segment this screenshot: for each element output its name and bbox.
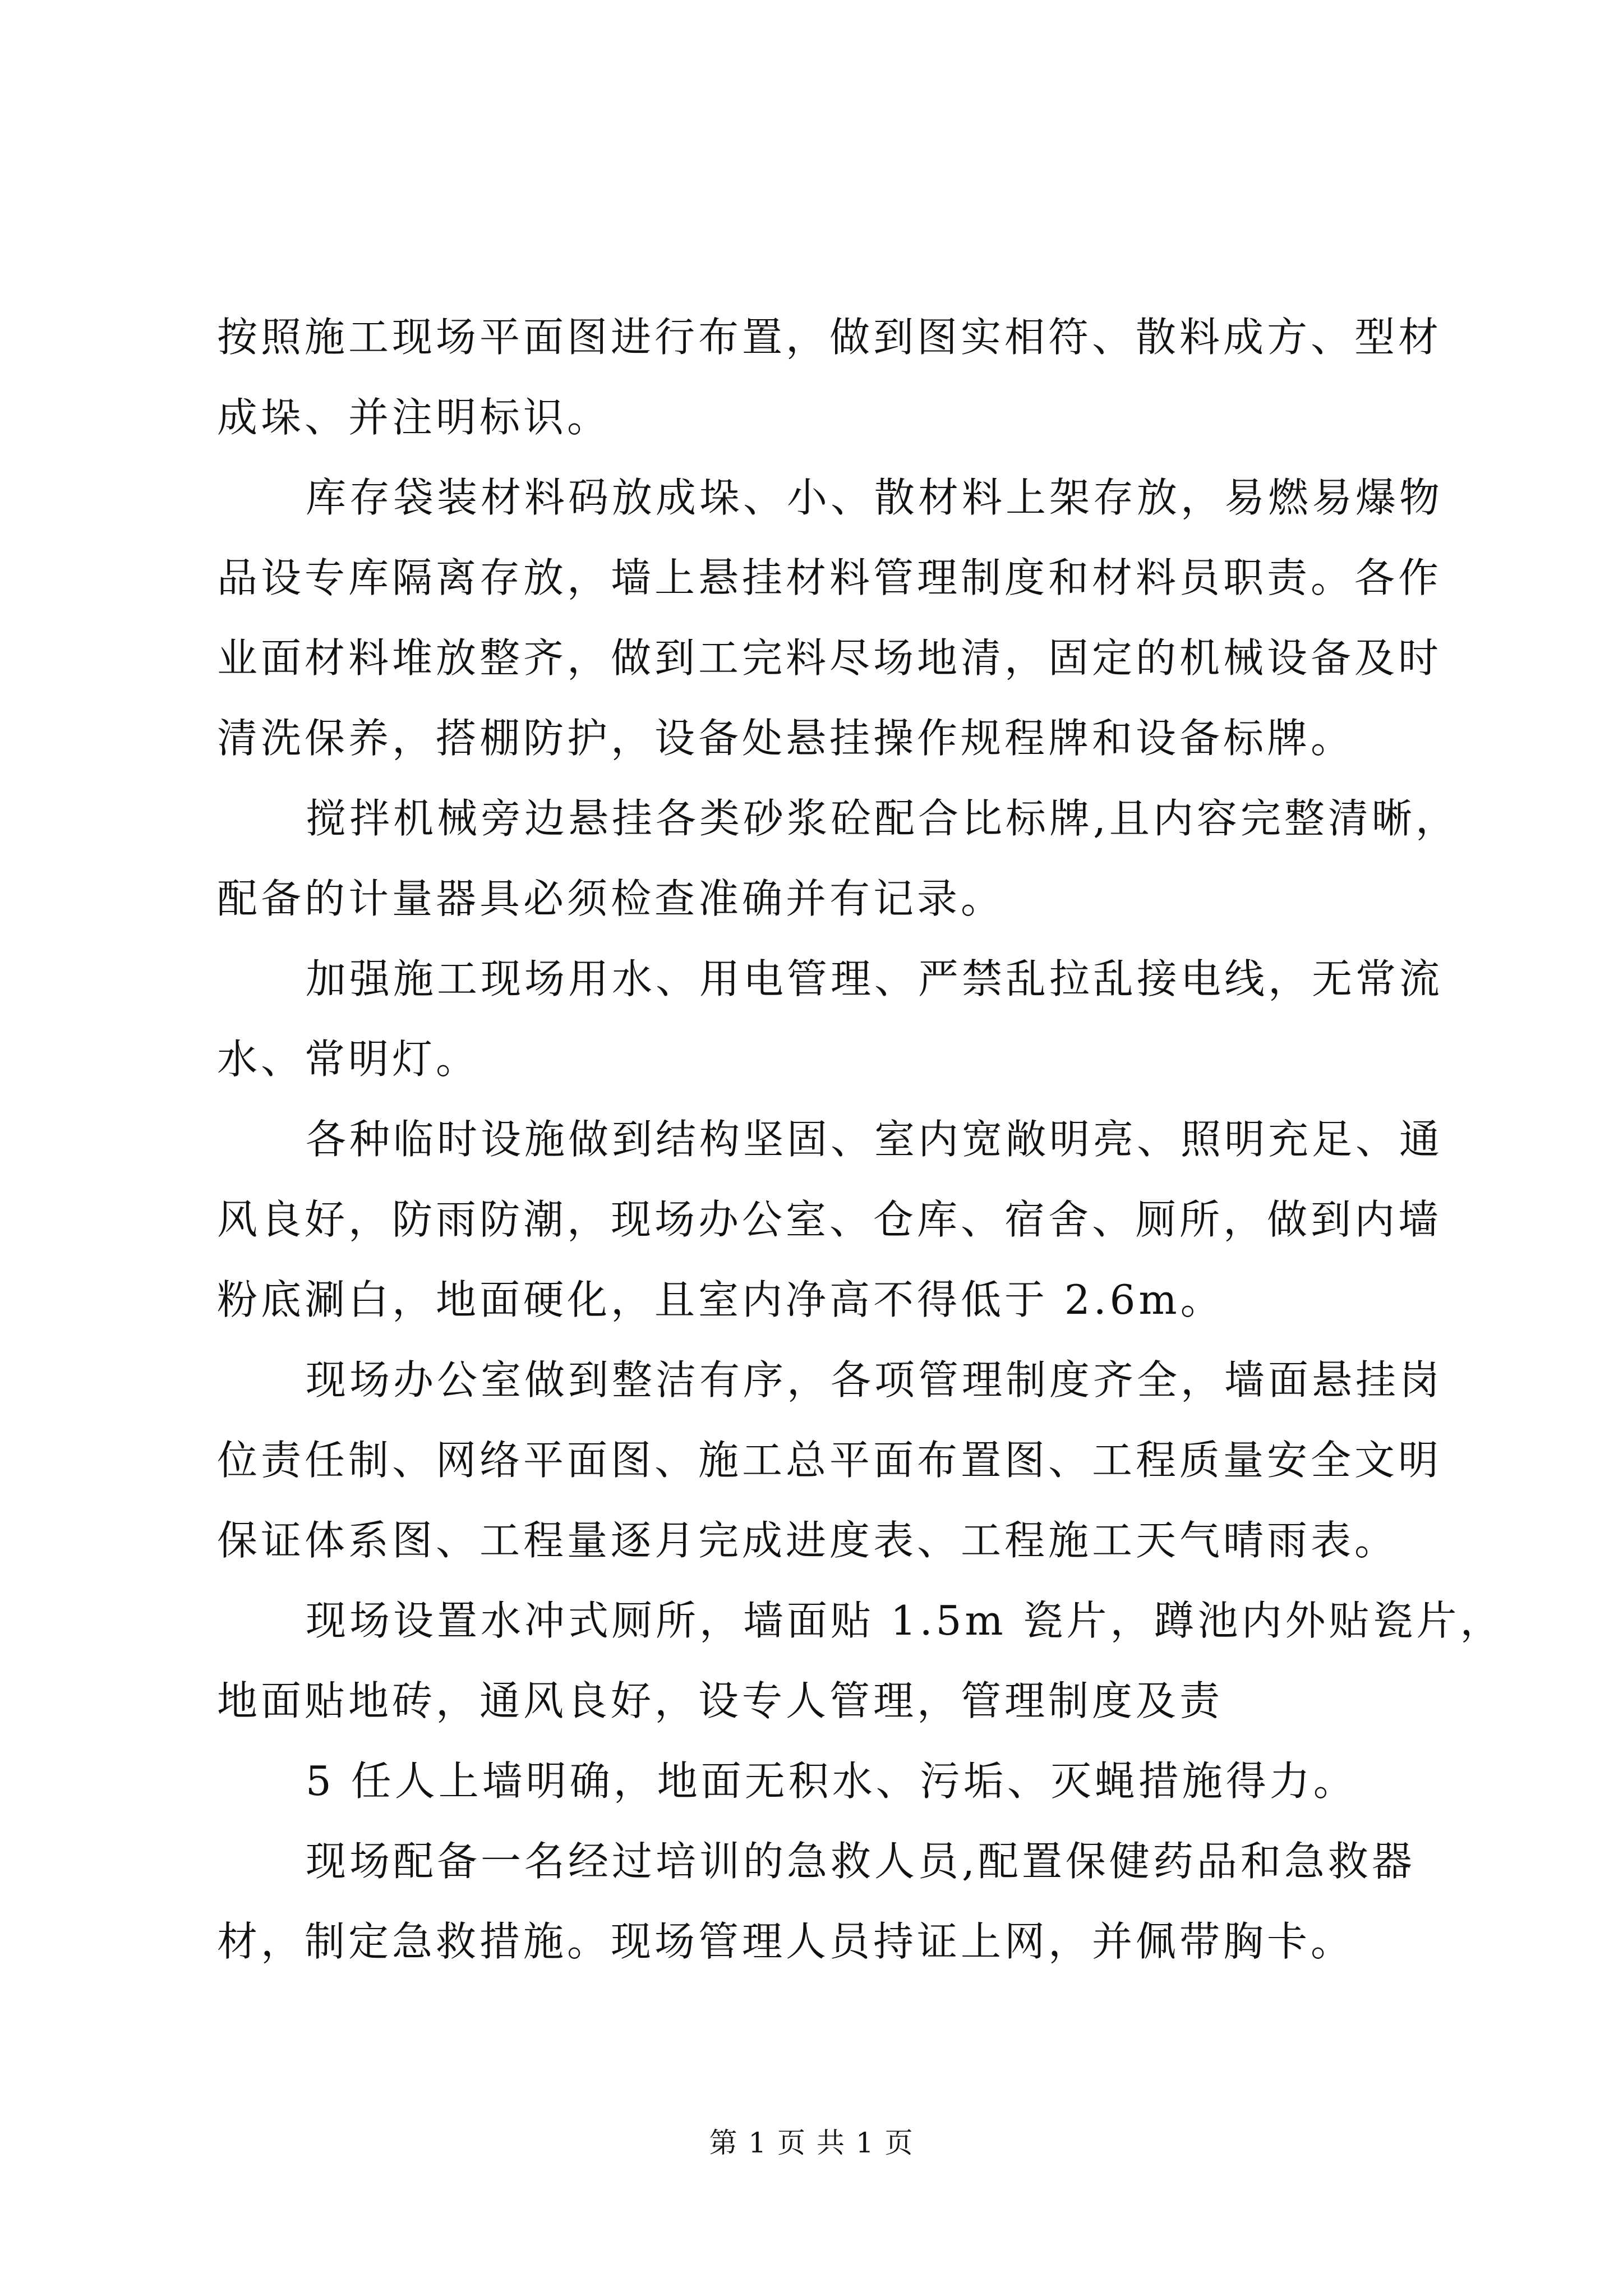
text-line: 品设专库隔离存放，墙上悬挂材料管理制度和材料员职责。各作 — [217, 554, 1442, 601]
text-line: 各种临时设施做到结构坚固、室内宽敞明亮、照明充足、通 — [306, 1116, 1444, 1163]
page-footer — [0, 2120, 1623, 2161]
text-line: 库存袋装材料码放成垛、小、散材料上架存放，易燃易爆物 — [306, 474, 1444, 521]
text-line: 按照施工现场平面图进行布置，做到图实相符、散料成方、型材 — [217, 314, 1442, 361]
text-line: 风良好，防雨防潮，现场办公室、仓库、宿舍、厕所，做到内墙 — [217, 1196, 1442, 1243]
text-line: 水、常明灯。 — [217, 1036, 480, 1083]
page-number-label: 第 1 页 共 1 页 — [709, 2127, 914, 2159]
text-line: 保证体系图、工程量逐月完成进度表、工程施工天气晴雨表。 — [217, 1517, 1399, 1564]
text-line: 材，制定急救措施。现场管理人员持证上网，并佩带胸卡。 — [217, 1918, 1355, 1965]
text-line: 位责任制、网络平面图、施工总平面布置图、工程质量安全文明 — [217, 1437, 1442, 1484]
document-body — [217, 297, 1504, 1983]
text-line: 现场设置水冲式厕所，墙面贴 1.5m 瓷片，蹲池内外贴瓷片， — [306, 1597, 1504, 1644]
text-line: 现场配备一名经过培训的急救人员,配置保健药品和急救器 — [306, 1838, 1415, 1885]
text-line: 搅拌机械旁边悬挂各类砂浆砼配合比标牌,且内容完整清晰， — [306, 795, 1459, 842]
text-line: 现场办公室做到整洁有序，各项管理制度齐全，墙面悬挂岗 — [306, 1356, 1444, 1404]
text-line: 地面贴地砖，通风良好，设专人管理，管理制度及责 — [217, 1677, 1224, 1724]
paragraph-text — [217, 297, 1504, 1982]
text-line: 加强施工现场用水、用电管理、严禁乱拉乱接电线，无常流 — [306, 955, 1444, 1002]
text-line: 5 任人上墙明确，地面无积水、污垢、灭蝇措施得力。 — [306, 1757, 1357, 1805]
text-line: 粉底涮白，地面硬化，且室内净高不得低于 2.6m。 — [217, 1276, 1224, 1323]
text-line: 业面材料堆放整齐，做到工完料尽场地清，固定的机械设备及时 — [217, 634, 1442, 682]
text-line: 配备的计量器具必须检查准确并有记录。 — [217, 875, 1005, 922]
text-line: 清洗保养，搭棚防护，设备处悬挂操作规程牌和设备标牌。 — [217, 715, 1355, 762]
text-line: 成垛、并注明标识。 — [217, 394, 611, 441]
